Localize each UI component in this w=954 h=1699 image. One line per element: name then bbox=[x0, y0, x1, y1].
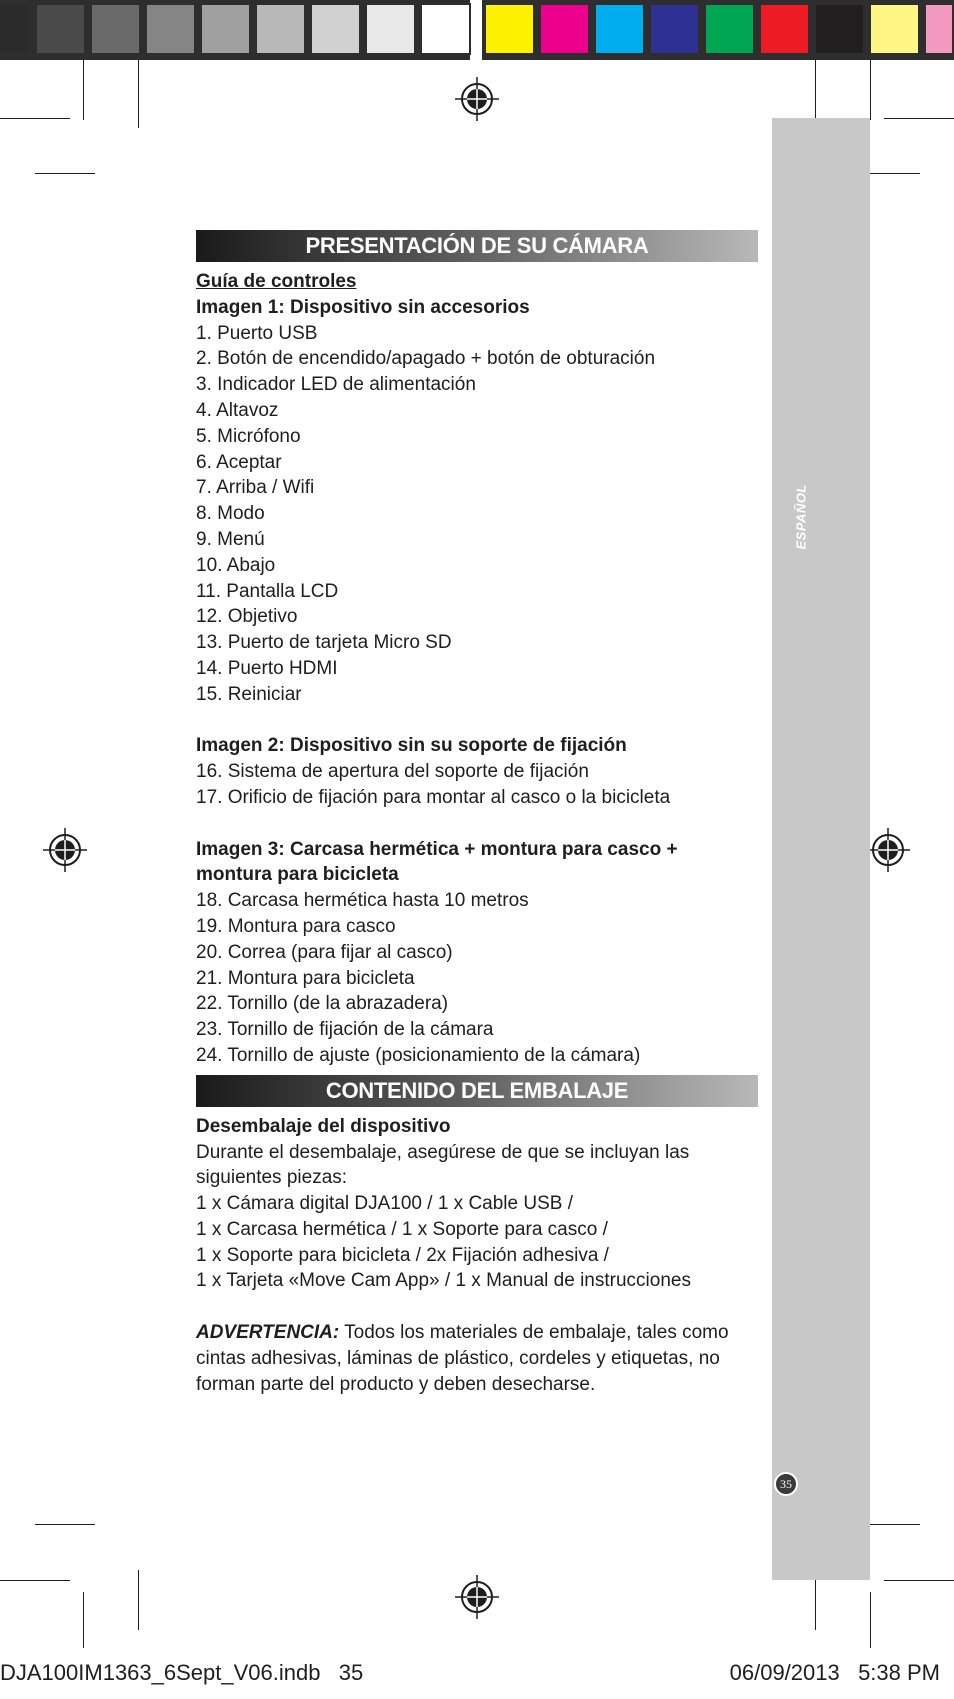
warning-label: ADVERTENCIA: bbox=[196, 1322, 340, 1344]
registration-mark-icon bbox=[866, 828, 910, 872]
section-title-presentation: PRESENTACIÓN DE SU CÁMARA bbox=[196, 230, 758, 262]
image1-heading: Imagen 1: Dispositivo sin accesorios bbox=[196, 296, 530, 318]
guide-heading: Guía de controles bbox=[196, 271, 357, 292]
crop-mark bbox=[138, 60, 139, 128]
crop-mark bbox=[35, 1524, 95, 1525]
warning-paragraph-line2: cintas adhesivas, láminas de plástico, cordeles y etiquetas, no bbox=[196, 1347, 720, 1369]
list-item: 4. Altavoz bbox=[196, 399, 279, 421]
image3-heading-line2: montura para bicicleta bbox=[196, 864, 399, 886]
crop-mark bbox=[83, 60, 84, 120]
crop-mark bbox=[870, 1592, 871, 1648]
list-item: 10. Abajo bbox=[196, 554, 276, 576]
list-item: 16. Sistema de apertura del soporte de fijación bbox=[196, 761, 589, 783]
gray-swatch bbox=[35, 3, 86, 55]
color-swatch bbox=[704, 3, 755, 55]
color-swatch bbox=[869, 3, 920, 55]
crop-mark bbox=[870, 60, 871, 120]
crop-mark bbox=[138, 1570, 139, 1630]
warning-text: Todos los materiales de embalaje, tales como bbox=[339, 1322, 729, 1344]
color-swatch bbox=[594, 3, 645, 55]
list-item: 11. Pantalla LCD bbox=[196, 580, 339, 602]
color-swatch bbox=[759, 3, 810, 55]
slug-date-time: 06/09/2013 5:38 PM bbox=[729, 1660, 940, 1685]
list-item: 7. Arriba / Wifi bbox=[196, 477, 315, 499]
color-swatch bbox=[539, 3, 590, 55]
list-item: 6. Aceptar bbox=[196, 451, 282, 473]
page-number-badge: 35 bbox=[774, 1472, 798, 1496]
paragraph-line: 1 x Carcasa hermética / 1 x Soporte para casco / bbox=[196, 1218, 608, 1240]
crop-mark bbox=[884, 1580, 954, 1581]
color-swatch bbox=[484, 3, 535, 55]
paragraph-line: 1 x Soporte para bicicleta / 2x Fijación adhesiva / bbox=[196, 1244, 609, 1266]
image2-heading: Imagen 2: Dispositivo sin su soporte de fijación bbox=[196, 735, 627, 757]
list-item: 5. Micrófono bbox=[196, 425, 301, 447]
main-content bbox=[196, 230, 758, 1397]
list-item: 24. Tornillo de ajuste (posicionamiento de la cámara) bbox=[196, 1044, 641, 1066]
image3-heading-line1: Imagen 3: Carcasa hermética + montura para casco + bbox=[196, 838, 678, 860]
crop-mark bbox=[884, 118, 954, 119]
gray-swatch bbox=[200, 3, 251, 55]
list-item: 3. Indicador LED de alimentación bbox=[196, 374, 476, 396]
list-item: 19. Montura para casco bbox=[196, 915, 396, 937]
language-label: ESPAÑOL bbox=[793, 484, 809, 550]
list-item: 1. Puerto USB bbox=[196, 322, 318, 344]
list-item: 21. Montura para bicicleta bbox=[196, 967, 415, 989]
crop-mark bbox=[35, 173, 95, 174]
list-item: 22. Tornillo (de la abrazadera) bbox=[196, 993, 449, 1015]
color-swatch bbox=[649, 3, 700, 55]
image1-list bbox=[196, 321, 758, 708]
list-item: 2. Botón de encendido/apagado + botón de obturación bbox=[196, 348, 656, 370]
gray-swatch bbox=[145, 3, 196, 55]
registration-mark-icon bbox=[455, 1575, 499, 1619]
gray-swatch bbox=[255, 3, 306, 55]
list-item: 17. Orificio de fijación para montar al casco o la bicicleta bbox=[196, 786, 671, 808]
list-item: 20. Correa (para fijar al casco) bbox=[196, 941, 453, 963]
section-title-package-contents: CONTENIDO DEL EMBALAJE bbox=[196, 1075, 758, 1107]
unpack-list bbox=[196, 1140, 758, 1295]
registration-mark-icon bbox=[455, 77, 499, 121]
unpack-heading: Desembalaje del dispositivo bbox=[196, 1115, 451, 1137]
paragraph-line: Durante el desembalaje, asegúrese de que se incluyan las bbox=[196, 1141, 690, 1163]
language-side-band bbox=[772, 118, 870, 1580]
list-item: 15. Reiniciar bbox=[196, 683, 302, 705]
warning-paragraph-line1 bbox=[196, 1320, 758, 1346]
gray-swatch bbox=[420, 3, 471, 55]
paragraph-line: 1 x Cámara digital DJA100 / 1 x Cable USB / bbox=[196, 1193, 574, 1215]
paragraph-line: 1 x Tarjeta «Move Cam App» / 1 x Manual de instrucciones bbox=[196, 1270, 691, 1292]
gray-swatch bbox=[0, 3, 31, 55]
gray-swatch bbox=[90, 3, 141, 55]
paragraph-line: siguientes piezas: bbox=[196, 1167, 348, 1189]
registration-mark-icon bbox=[43, 828, 87, 872]
color-swatch bbox=[814, 3, 865, 55]
warning-paragraph-line3: forman parte del producto y deben desecharse. bbox=[196, 1373, 596, 1395]
image2-list bbox=[196, 759, 758, 811]
list-item: 18. Carcasa hermética hasta 10 metros bbox=[196, 890, 529, 912]
color-calibration-bar bbox=[0, 0, 954, 60]
slug-file-name: DJA100IM1363_6Sept_V06.indb 35 bbox=[0, 1660, 364, 1685]
list-item: 8. Modo bbox=[196, 503, 265, 525]
image3-list bbox=[196, 888, 758, 1069]
crop-mark bbox=[83, 1592, 84, 1648]
crop-mark bbox=[0, 118, 70, 119]
list-item: 9. Menú bbox=[196, 528, 265, 550]
list-item: 12. Objetivo bbox=[196, 606, 298, 628]
list-item: 23. Tornillo de fijación de la cámara bbox=[196, 1019, 494, 1041]
crop-mark bbox=[0, 1580, 70, 1581]
gray-swatch bbox=[310, 3, 361, 55]
color-swatch bbox=[924, 3, 954, 55]
list-item: 13. Puerto de tarjeta Micro SD bbox=[196, 632, 452, 654]
gray-swatch bbox=[365, 3, 416, 55]
list-item: 14. Puerto HDMI bbox=[196, 657, 338, 679]
